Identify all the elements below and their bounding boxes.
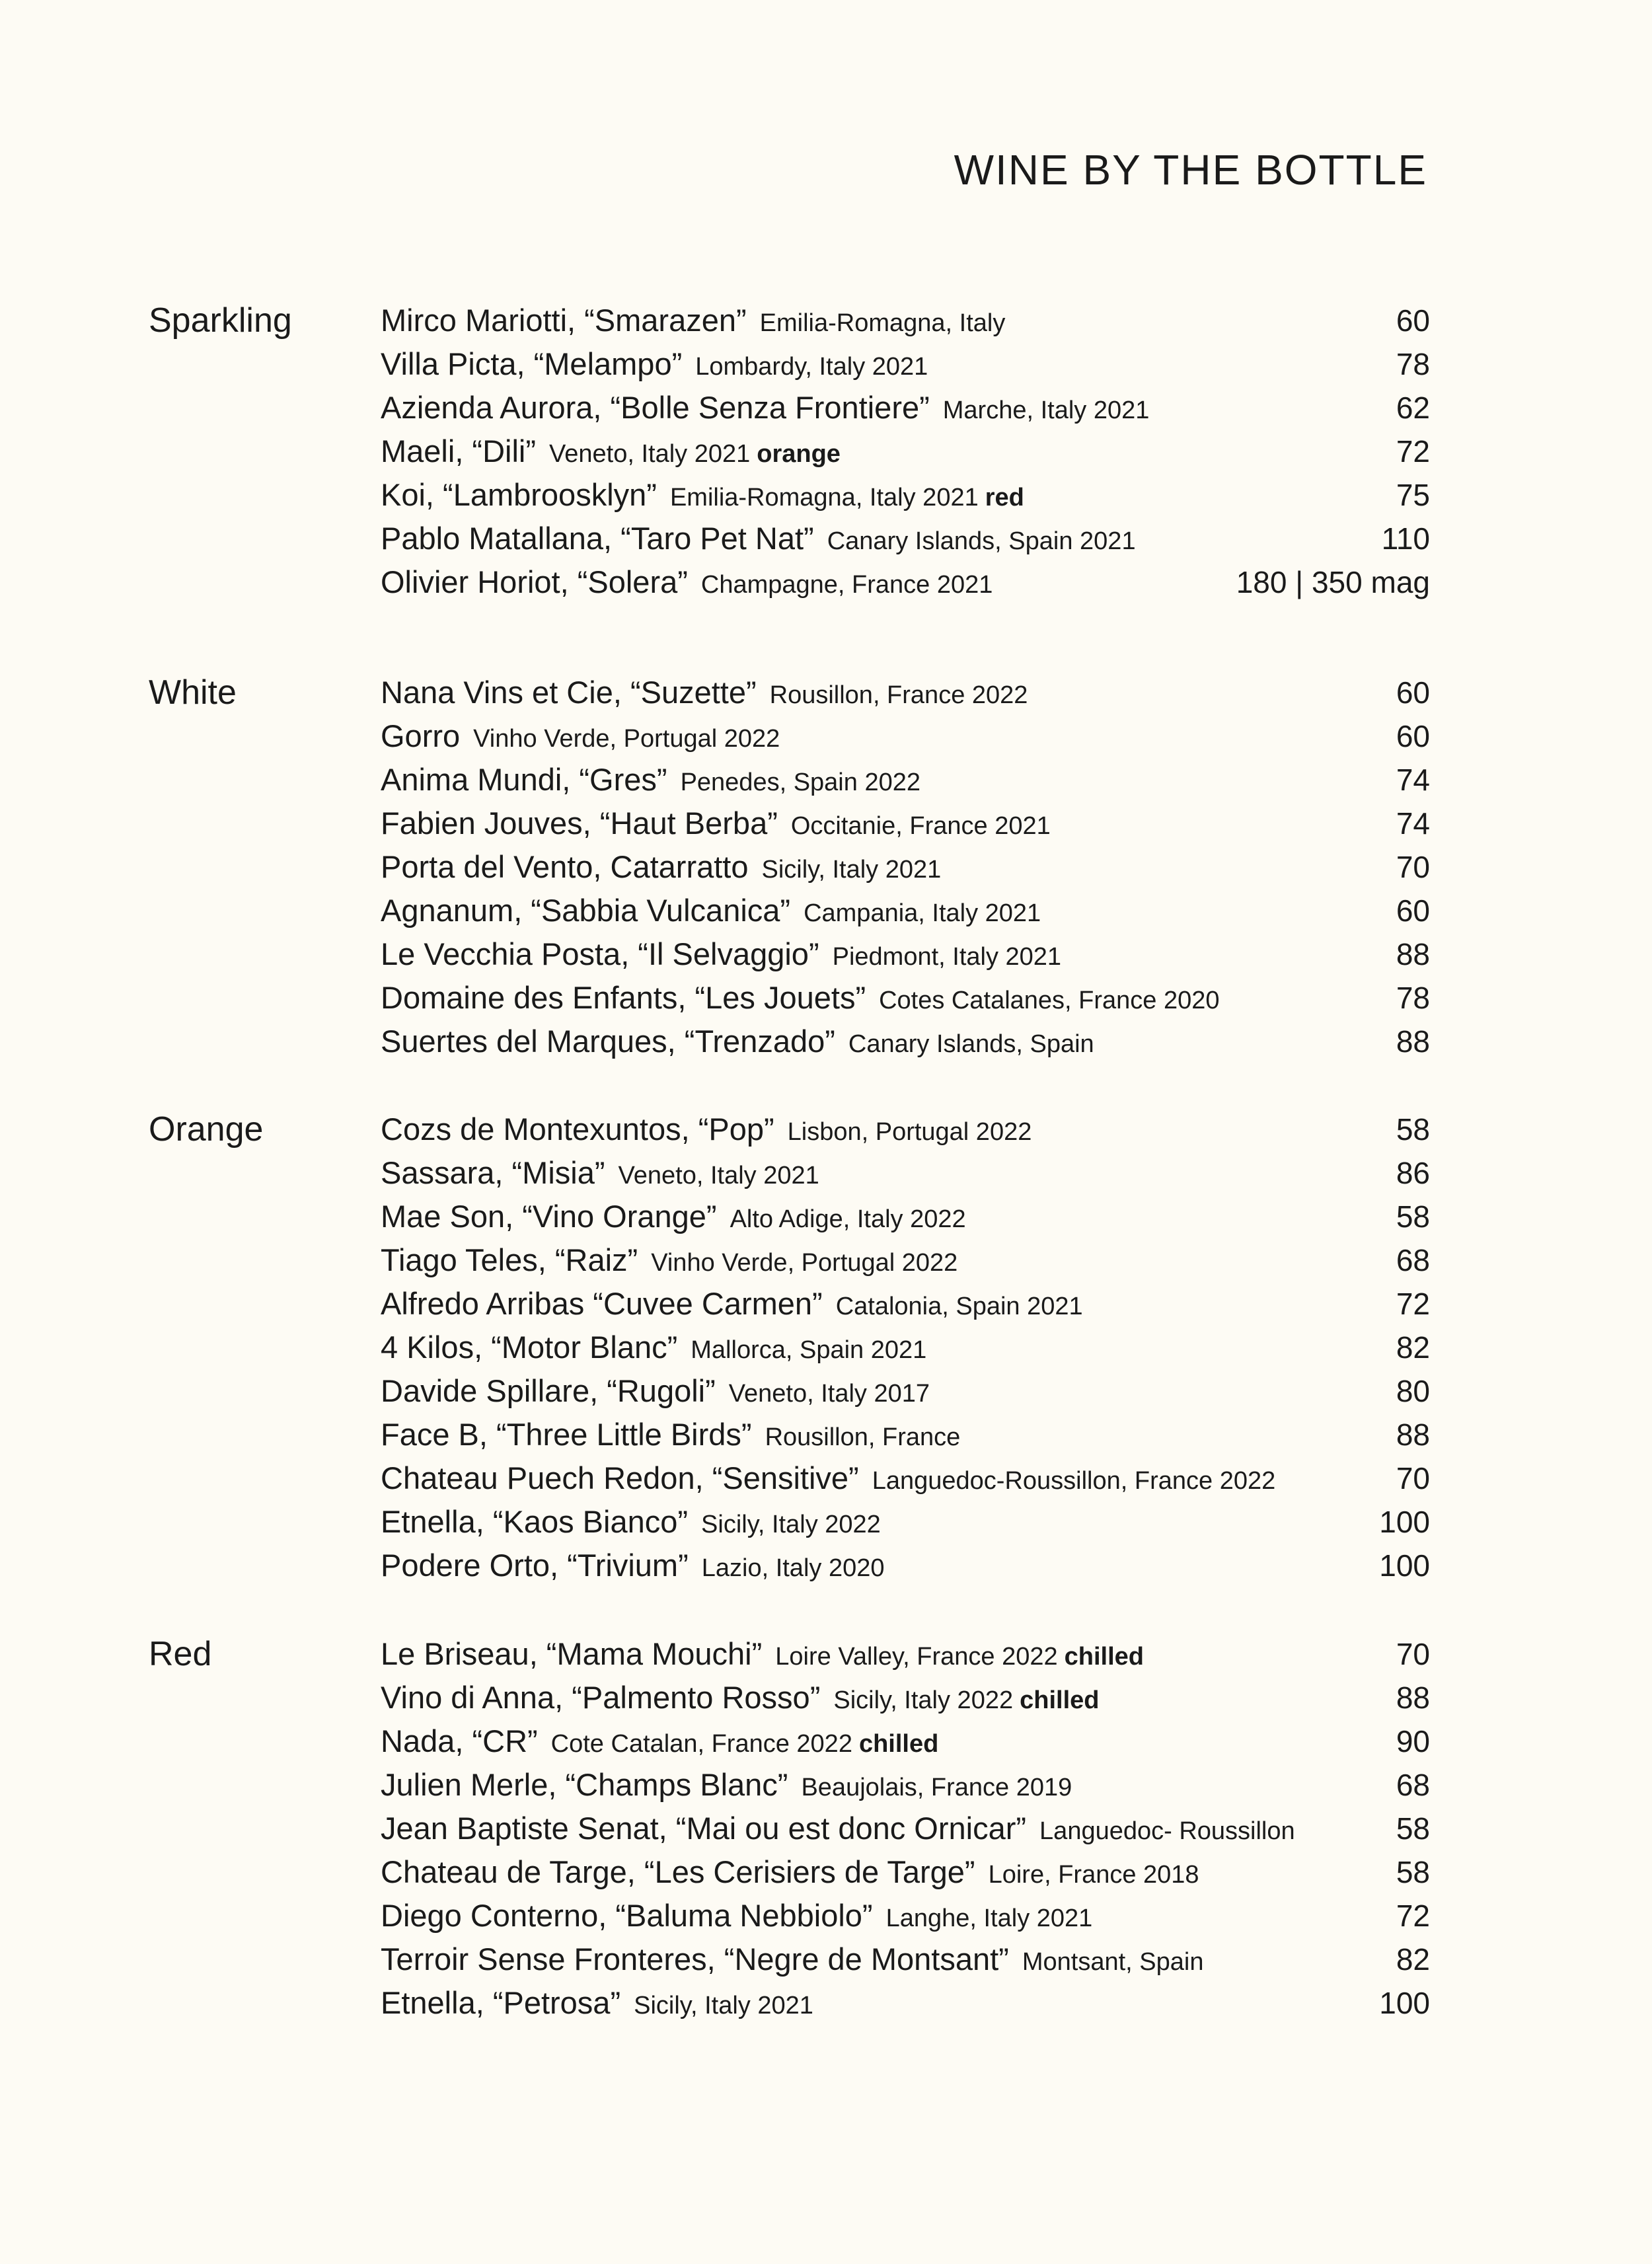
wine-row (381, 758, 1430, 802)
wine-region: Occitanie, France 2021 (790, 812, 1051, 840)
wine-row (381, 932, 1430, 976)
wine-price: 88 (1396, 1680, 1430, 1715)
section-label: White (149, 673, 237, 712)
wine-name: Terroir Sense Fronteres, “Negre de Montsant” (381, 1942, 1009, 1977)
wine-region: Champagne, France 2021 (700, 571, 993, 599)
wine-price: 72 (1396, 1899, 1430, 1933)
wine-row (381, 342, 1430, 386)
wine-name: Porta del Vento, Catarratto (381, 849, 749, 884)
wine-row (381, 1456, 1430, 1500)
wine-price: 72 (1396, 1287, 1430, 1321)
wine-price: 75 (1396, 478, 1430, 512)
wine-name: Mirco Mariotti, “Smarazen” (381, 303, 747, 338)
wine-name: Suertes del Marques, “Trenzado” (381, 1024, 835, 1059)
wine-name: Cozs de Montexuntos, “Pop” (381, 1112, 774, 1147)
wine-row (381, 473, 1430, 517)
wine-row (381, 560, 1430, 604)
wine-region: Catalonia, Spain 2021 (835, 1293, 1083, 1320)
wine-style-tag: red (985, 484, 1024, 511)
wine-name: Azienda Aurora, “Bolle Senza Frontiere” (381, 390, 930, 425)
wine-region: Vinho Verde, Portugal 2022 (651, 1249, 958, 1277)
wine-row (381, 386, 1430, 430)
wine-name: Julien Merle, “Champs Blanc” (381, 1767, 788, 1802)
wine-price: 78 (1396, 981, 1430, 1015)
wine-name: Anima Mundi, “Gres” (381, 762, 667, 797)
wine-name: Le Briseau, “Mama Mouchi” (381, 1636, 763, 1671)
wine-region: Languedoc-Roussillon, France 2022 (872, 1467, 1276, 1495)
wine-style-tag: chilled (858, 1730, 939, 1758)
wine-row (381, 1500, 1430, 1544)
wine-region: Sicily, Italy 2022 (833, 1686, 1014, 1714)
wine-name: Tiago Teles, “Raiz” (381, 1242, 638, 1277)
wine-rows (381, 1632, 1430, 2025)
wine-name: Le Vecchia Posta, “Il Selvaggio” (381, 936, 819, 971)
wine-row (381, 671, 1430, 714)
wine-region: Veneto, Italy 2017 (728, 1380, 930, 1408)
wine-region: Loire, France 2018 (988, 1861, 1199, 1889)
wine-name: Chateau Puech Redon, “Sensitive” (381, 1460, 859, 1495)
wine-name: Etnella, “Kaos Bianco” (381, 1504, 689, 1539)
wine-row (381, 976, 1430, 1020)
page-title: WINE BY THE BOTTLE (954, 146, 1427, 194)
wine-price: 88 (1396, 1024, 1430, 1059)
wine-row (381, 1894, 1430, 1938)
wine-region: Canary Islands, Spain (848, 1030, 1094, 1058)
wine-name: Sassara, “Misia” (381, 1155, 605, 1190)
wine-row (381, 1719, 1430, 1763)
wine-rows (381, 671, 1430, 1063)
wine-row (381, 1676, 1430, 1719)
wine-name: Maeli, “Dili” (381, 434, 536, 469)
wine-price: 80 (1396, 1374, 1430, 1408)
wine-name: Nana Vins et Cie, “Suzette” (381, 675, 757, 710)
wine-price: 110 (1381, 521, 1430, 556)
wine-price: 74 (1396, 806, 1430, 841)
wine-price: 60 (1396, 675, 1430, 710)
wine-region: Lisbon, Portugal 2022 (787, 1118, 1032, 1146)
wine-region: Cotes Catalanes, France 2020 (879, 987, 1220, 1014)
wine-row (381, 714, 1430, 758)
wine-region: Vinho Verde, Portugal 2022 (473, 725, 780, 753)
wine-name: 4 Kilos, “Motor Blanc” (381, 1330, 678, 1365)
wine-region: Alto Adige, Italy 2022 (730, 1205, 966, 1233)
wine-name: Vino di Anna, “Palmento Rosso” (381, 1680, 821, 1715)
wine-name: Jean Baptiste Senat, “Mai ou est donc Ornicar” (381, 1811, 1027, 1846)
wine-price: 88 (1396, 937, 1430, 971)
wine-price: 68 (1396, 1768, 1430, 1802)
wine-price: 100 (1379, 1986, 1430, 2020)
wine-region: Mallorca, Spain 2021 (691, 1336, 927, 1364)
wine-row (381, 1238, 1430, 1282)
wine-price: 58 (1396, 1112, 1430, 1147)
wine-region: Sicily, Italy 2022 (701, 1511, 881, 1538)
wine-region: Veneto, Italy 2021 (549, 440, 751, 468)
wine-price: 100 (1379, 1505, 1430, 1539)
wine-price: 60 (1396, 719, 1430, 753)
wine-price: 74 (1396, 763, 1430, 797)
wine-name: Nada, “CR” (381, 1723, 538, 1758)
wine-price: 78 (1396, 347, 1430, 381)
wine-region: Beaujolais, France 2019 (801, 1774, 1072, 1801)
wine-row (381, 1369, 1430, 1413)
wine-region: Lazio, Italy 2020 (701, 1554, 885, 1582)
wine-row (381, 1413, 1430, 1456)
wine-row (381, 1151, 1430, 1195)
wine-region: Lombardy, Italy 2021 (695, 353, 928, 381)
wine-name: Agnanum, “Sabbia Vulcanica” (381, 893, 791, 928)
wine-name: Domaine des Enfants, “Les Jouets” (381, 980, 866, 1015)
section-label: Sparkling (149, 301, 292, 340)
wine-region: Sicily, Italy 2021 (761, 856, 942, 884)
wine-row (381, 430, 1430, 473)
wine-price: 60 (1396, 303, 1430, 338)
wine-row (381, 845, 1430, 889)
wine-price: 58 (1396, 1855, 1430, 1889)
wine-row (381, 1807, 1430, 1850)
wine-row (381, 1282, 1430, 1326)
wine-style-tag: orange (757, 440, 841, 468)
wine-region: Cote Catalan, France 2022 (550, 1730, 852, 1758)
wine-row (381, 1981, 1430, 2025)
wine-price: 100 (1379, 1548, 1430, 1583)
wine-region: Languedoc- Roussillon (1039, 1817, 1295, 1845)
wine-price: 90 (1396, 1724, 1430, 1758)
wine-price: 88 (1396, 1417, 1430, 1452)
wine-price: 60 (1396, 893, 1430, 928)
wine-region: Emilia-Romagna, Italy (759, 309, 1006, 337)
wine-price: 86 (1396, 1156, 1430, 1190)
wine-name: Koi, “Lambroosklyn” (381, 477, 657, 512)
wine-region: Rousillon, France 2022 (769, 681, 1028, 709)
wine-price: 58 (1396, 1811, 1430, 1846)
wine-region: Langhe, Italy 2021 (885, 1905, 1093, 1932)
wine-name: Pablo Matallana, “Taro Pet Nat” (381, 521, 814, 556)
wine-price: 70 (1396, 1461, 1430, 1495)
wine-name: Mae Son, “Vino Orange” (381, 1199, 717, 1234)
wine-region: Piedmont, Italy 2021 (832, 943, 1062, 971)
wine-name: Etnella, “Petrosa” (381, 1985, 621, 2020)
wine-region: Rousillon, France (765, 1423, 961, 1451)
wine-name: Fabien Jouves, “Haut Berba” (381, 806, 778, 841)
wine-row (381, 1850, 1430, 1894)
wine-row (381, 1108, 1430, 1151)
wine-rows (381, 1108, 1430, 1587)
wine-row (381, 299, 1430, 342)
wine-price: 68 (1396, 1243, 1430, 1277)
section-label: Orange (149, 1110, 264, 1149)
wine-name: Podere Orto, “Trivium” (381, 1548, 689, 1583)
wine-name: Olivier Horiot, “Solera” (381, 564, 688, 599)
section-label: Red (149, 1635, 212, 1673)
wine-row (381, 1020, 1430, 1063)
wine-region: Campania, Italy 2021 (804, 899, 1041, 927)
wine-name: Face B, “Three Little Birds” (381, 1417, 752, 1452)
wine-style-tag: chilled (1020, 1686, 1100, 1714)
wine-region: Marche, Italy 2021 (942, 396, 1150, 424)
wine-region: Veneto, Italy 2021 (618, 1162, 819, 1189)
wine-name: Gorro (381, 718, 461, 753)
wine-price: 82 (1396, 1330, 1430, 1365)
wine-price: 58 (1396, 1199, 1430, 1234)
wine-row (381, 1326, 1430, 1369)
wine-row (381, 1195, 1430, 1238)
wine-row (381, 1763, 1430, 1807)
wine-price: 180 | 350 mag (1236, 565, 1430, 599)
wine-style-tag: chilled (1064, 1643, 1145, 1671)
wine-name: Diego Conterno, “Baluma Nebbiolo” (381, 1898, 873, 1933)
wine-price: 82 (1396, 1942, 1430, 1977)
wine-rows (381, 299, 1430, 604)
wine-row (381, 1544, 1430, 1587)
wine-row (381, 802, 1430, 845)
wine-price: 70 (1396, 1637, 1430, 1671)
wine-region: Canary Islands, Spain 2021 (827, 527, 1136, 555)
wine-row (381, 517, 1430, 560)
wine-row (381, 1632, 1430, 1676)
wine-region: Loire Valley, France 2022 (775, 1643, 1058, 1671)
wine-region: Penedes, Spain 2022 (680, 769, 920, 796)
wine-name: Davide Spillare, “Rugoli” (381, 1373, 716, 1408)
wine-price: 62 (1396, 391, 1430, 425)
wine-price: 70 (1396, 850, 1430, 884)
wine-region: Emilia-Romagna, Italy 2021 (669, 484, 979, 511)
wine-row (381, 1938, 1430, 1981)
wine-region: Montsant, Spain (1022, 1948, 1204, 1976)
wine-name: Alfredo Arribas “Cuvee Carmen” (381, 1286, 823, 1321)
wine-name: Chateau de Targe, “Les Cerisiers de Targe” (381, 1854, 975, 1889)
wine-region: Sicily, Italy 2021 (634, 1992, 813, 2019)
wine-row (381, 889, 1430, 932)
wine-price: 72 (1396, 434, 1430, 469)
wine-name: Villa Picta, “Melampo” (381, 346, 683, 381)
